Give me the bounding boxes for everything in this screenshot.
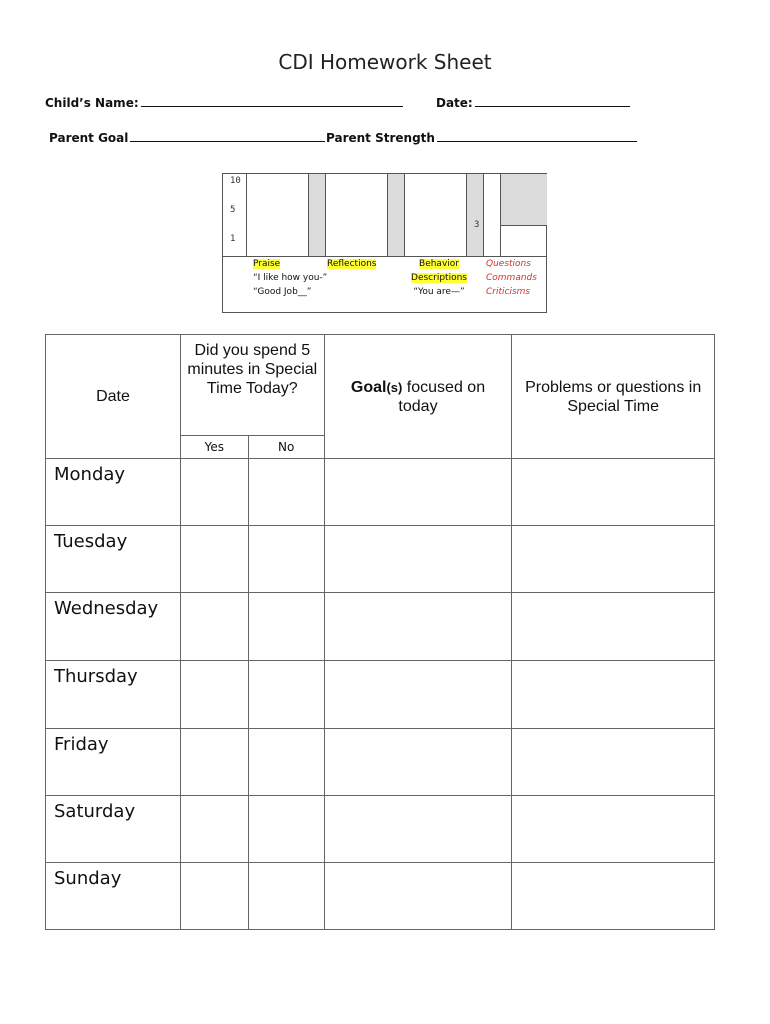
yes-cell[interactable]	[180, 863, 248, 930]
day-label: Thursday	[46, 661, 181, 729]
table-row	[46, 526, 715, 593]
commands-label: Commands	[486, 273, 537, 283]
child-name-label: Child’s Name:	[45, 96, 139, 110]
table-row	[46, 863, 715, 930]
goal-cell[interactable]	[324, 459, 512, 526]
no-cell[interactable]	[248, 729, 324, 796]
praise-label: Praise	[253, 259, 281, 269]
problems-cell[interactable]	[512, 796, 715, 863]
no-cell[interactable]	[248, 661, 324, 729]
mid-cell	[484, 174, 501, 256]
praise-label-group	[253, 257, 327, 299]
goal-cell[interactable]	[324, 863, 512, 930]
scale-level: 1	[230, 234, 236, 244]
reflections-label: Reflections	[327, 259, 377, 269]
descriptions-label: Descriptions	[411, 273, 467, 283]
date-row	[436, 94, 630, 110]
no-cell[interactable]	[248, 796, 324, 863]
praise-example: “I like how you-”	[253, 273, 328, 283]
parent-strength-label: Parent Strength	[326, 131, 435, 145]
parent-goal-row	[49, 129, 325, 145]
no-cell[interactable]	[248, 526, 324, 593]
day-label: Sunday	[46, 863, 181, 930]
goal-cell[interactable]	[324, 526, 512, 593]
yes-cell[interactable]	[180, 729, 248, 796]
parent-goal-field[interactable]	[130, 129, 325, 142]
parent-goal-label: Parent Goal	[49, 131, 129, 145]
table-row	[46, 661, 715, 729]
goal-rest-text: focused on today	[398, 378, 486, 415]
date-field[interactable]	[475, 94, 630, 107]
behavior-example: “You are—”	[413, 287, 465, 297]
reflections-label-group	[327, 257, 376, 271]
no-column-header: No	[248, 436, 324, 459]
parent-strength-row	[326, 129, 637, 145]
day-label: Wednesday	[46, 593, 181, 661]
scale-level: 5	[230, 205, 236, 215]
table-row	[46, 796, 715, 863]
day-label: Monday	[46, 459, 181, 526]
child-name-field[interactable]	[141, 94, 403, 107]
separator-cell	[388, 174, 405, 256]
yes-column-header: Yes	[180, 436, 248, 459]
separator-cell	[467, 174, 484, 256]
no-cell[interactable]	[248, 593, 324, 661]
parent-strength-field[interactable]	[437, 129, 637, 142]
special-time-column-header: Did you spend 5 minutes in Special Time Today?	[180, 335, 324, 436]
no-cell[interactable]	[248, 863, 324, 930]
goal-plural-text: (s)	[386, 379, 403, 395]
behavior-label-group	[408, 257, 470, 299]
child-name-row	[45, 94, 403, 110]
goal-cell[interactable]	[324, 796, 512, 863]
avoid-skills-label-group	[486, 257, 537, 299]
yes-cell[interactable]	[180, 796, 248, 863]
problems-cell[interactable]	[512, 526, 715, 593]
table-row	[46, 593, 715, 661]
reflections-bar-cell[interactable]	[326, 174, 388, 256]
date-label: Date:	[436, 96, 473, 110]
praise-example: “Good Job__”	[253, 287, 312, 297]
scale-mid-value: 3	[474, 220, 480, 230]
scale-level: 10	[230, 176, 241, 186]
table-row	[46, 459, 715, 526]
problems-cell[interactable]	[512, 593, 715, 661]
behavior-bar-cell[interactable]	[405, 174, 467, 256]
yes-cell[interactable]	[180, 459, 248, 526]
day-label: Friday	[46, 729, 181, 796]
questions-shaded-cell	[501, 174, 547, 226]
homework-table	[45, 334, 715, 930]
praise-bar-cell[interactable]	[247, 174, 309, 256]
page-title: CDI Homework Sheet	[278, 50, 492, 74]
goals-column-header	[324, 335, 512, 459]
goal-cell[interactable]	[324, 729, 512, 796]
criticisms-label: Criticisms	[486, 287, 531, 297]
skills-scale-chart	[222, 173, 547, 313]
day-label: Tuesday	[46, 526, 181, 593]
table-row	[46, 729, 715, 796]
yes-cell[interactable]	[180, 526, 248, 593]
problems-cell[interactable]	[512, 729, 715, 796]
yes-cell[interactable]	[180, 661, 248, 729]
goal-cell[interactable]	[324, 661, 512, 729]
problems-cell[interactable]	[512, 459, 715, 526]
behavior-label: Behavior	[419, 259, 459, 269]
separator-cell	[309, 174, 326, 256]
date-column-header: Date	[46, 335, 181, 459]
no-cell[interactable]	[248, 459, 324, 526]
problems-cell[interactable]	[512, 661, 715, 729]
day-label: Saturday	[46, 796, 181, 863]
problems-column-header: Problems or questions in Special Time	[512, 335, 715, 459]
goal-bold-text: Goal	[350, 378, 387, 396]
yes-cell[interactable]	[180, 593, 248, 661]
problems-cell[interactable]	[512, 863, 715, 930]
questions-label: Questions	[486, 259, 531, 269]
goal-cell[interactable]	[324, 593, 512, 661]
